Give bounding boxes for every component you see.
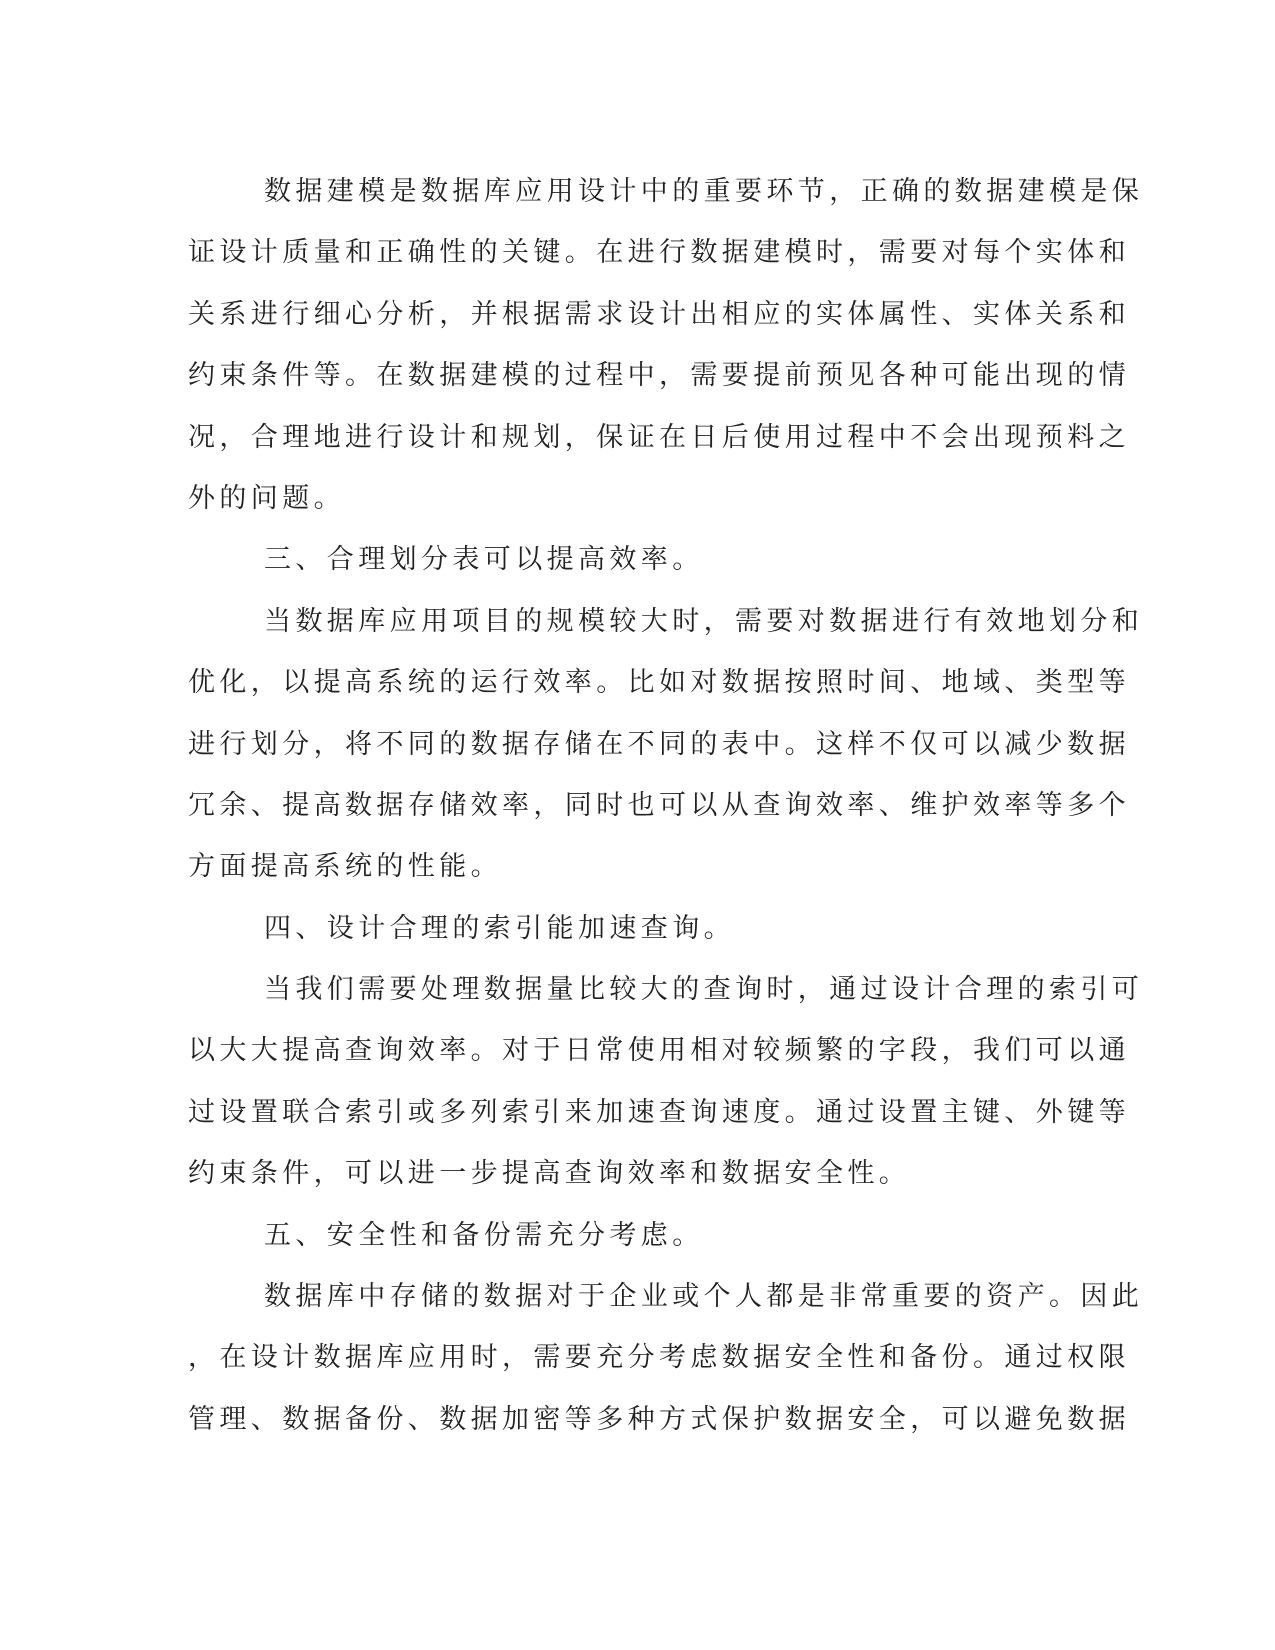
document-body xyxy=(188,161,1144,1450)
text-line: 当我们需要处理数据量比较大的查询时，通过设计合理的索引可 xyxy=(264,974,1144,1006)
text-line: 方面提高系统的性能。 xyxy=(188,851,502,883)
section-heading: 五、安全性和备份需充分考虑。 xyxy=(264,1219,704,1251)
text-line: 关系进行细心分析，并根据需求设计出相应的实体属性、实体关系和 xyxy=(188,298,1130,330)
text-line: 管理、数据备份、数据加密等多种方式保护数据安全，可以避免数据 xyxy=(188,1403,1130,1435)
text-line: 约束条件等。在数据建模的过程中，需要提前预见各种可能出现的情 xyxy=(188,360,1130,392)
text-line: 数据建模是数据库应用设计中的重要环节，正确的数据建模是保 xyxy=(264,176,1144,207)
section-heading: 四、设计合理的索引能加速查询。 xyxy=(264,912,735,944)
text-line: 证设计质量和正确性的关键。在进行数据建模时，需要对每个实体和 xyxy=(188,237,1130,269)
text-line: 以大大提高查询效率。对于日常使用相对较频繁的字段，我们可以通 xyxy=(188,1035,1130,1067)
text-line: 冗余、提高数据存储效率，同时也可以从查询效率、维护效率等多个 xyxy=(188,789,1130,821)
text-line: 况，合理地进行设计和规划，保证在日后使用过程中不会出现预料之 xyxy=(188,421,1130,453)
text-line: 当数据库应用项目的规模较大时，需要对数据进行有效地划分和 xyxy=(264,605,1144,637)
text-line: 外的问题。 xyxy=(188,482,345,514)
text-line: 优化，以提高系统的运行效率。比如对数据按照时间、地域、类型等 xyxy=(188,667,1130,699)
text-line: 进行划分，将不同的数据存储在不同的表中。这样不仅可以减少数据 xyxy=(188,728,1130,760)
text-line: 过设置联合索引或多列索引来加速查询速度。通过设置主键、外键等 xyxy=(188,1096,1130,1128)
section-heading: 三、合理划分表可以提高效率。 xyxy=(264,544,704,576)
text-line: 约束条件，可以进一步提高查询效率和数据安全性。 xyxy=(188,1158,911,1190)
text-line: ，在设计数据库应用时，需要充分考虑数据安全性和备份。通过权限 xyxy=(188,1342,1130,1374)
text-line: 数据库中存储的数据对于企业或个人都是非常重要的资产。因此 xyxy=(264,1281,1144,1313)
